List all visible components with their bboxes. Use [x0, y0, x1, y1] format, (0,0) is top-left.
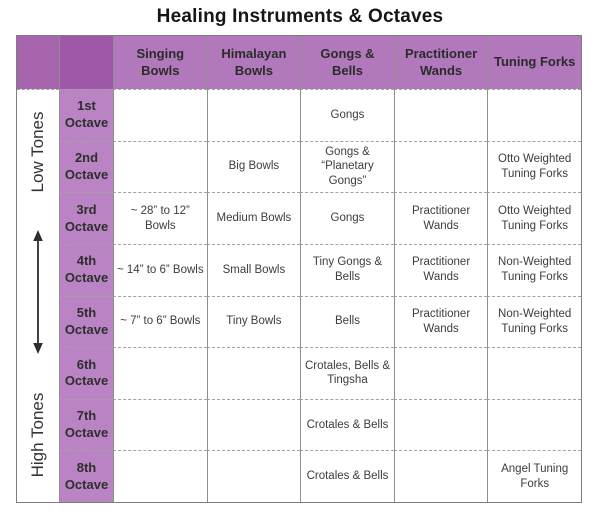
column-header-tuning-forks: Tuning Forks [487, 36, 581, 89]
table-cell: Practitioner Wands [394, 296, 488, 348]
header-octave-corner-cell [59, 36, 113, 89]
table-cell: Crotales, Bells & Tingsha [300, 347, 394, 399]
table-cell: Crotales & Bells [300, 399, 394, 451]
table-cell: Medium Bowls [207, 192, 301, 244]
column-header-singing-bowls: Singing Bowls [113, 36, 207, 89]
table-cell: Tiny Gongs & Bells [300, 244, 394, 296]
table-cell: Otto Weighted Tuning Forks [487, 192, 581, 244]
header-tone-corner-cell [17, 36, 59, 89]
table-cell: Non-Weighted Tuning Forks [487, 296, 581, 348]
table-cell [487, 89, 581, 141]
table-cell [487, 347, 581, 399]
table-cell: Non-Weighted Tuning Forks [487, 244, 581, 296]
table-cell: Gongs & “Planetary Gongs” [300, 141, 394, 193]
row-header-octave-8: 8th Octave [59, 450, 113, 502]
table-cell: Practitioner Wands [394, 192, 488, 244]
table-cell: Angel Tuning Forks [487, 450, 581, 502]
vertical-double-arrow-icon [30, 230, 46, 354]
table-cell: Practitioner Wands [394, 244, 488, 296]
row-header-octave-1: 1st Octave [59, 89, 113, 141]
low-tones-label: Low Tones [28, 111, 47, 193]
row-header-octave-5: 5th Octave [59, 296, 113, 348]
octave-instrument-table [16, 35, 582, 503]
table-cell [207, 347, 301, 399]
table-cell [113, 399, 207, 451]
table-cell: Gongs [300, 192, 394, 244]
table-cell: Tiny Bowls [207, 296, 301, 348]
table-cell [207, 89, 301, 141]
table-cell [207, 450, 301, 502]
column-header-practitioner-wands: Practitioner Wands [394, 36, 488, 89]
table-cell [394, 399, 488, 451]
row-header-octave-6: 6th Octave [59, 347, 113, 399]
table-cell [394, 141, 488, 193]
row-header-octave-7: 7th Octave [59, 399, 113, 451]
table-cell [113, 89, 207, 141]
table-cell: ~ 28” to 12” Bowls [113, 192, 207, 244]
row-header-octave-3: 3rd Octave [59, 192, 113, 244]
table-cell [394, 89, 488, 141]
page-title: Healing Instruments & Octaves [156, 6, 444, 27]
table-cell [113, 450, 207, 502]
column-header-gongs-bells: Gongs & Bells [300, 36, 394, 89]
table-cell [113, 141, 207, 193]
table-cell [394, 347, 488, 399]
table-cell [487, 399, 581, 451]
table-cell: Gongs [300, 89, 394, 141]
table-cell: ~ 14” to 6” Bowls [113, 244, 207, 296]
table-cell: ~ 7” to 6” Bowls [113, 296, 207, 348]
table-cell [207, 399, 301, 451]
table-cell: Crotales & Bells [300, 450, 394, 502]
tone-axis [17, 89, 59, 502]
row-header-octave-2: 2nd Octave [59, 141, 113, 193]
table-cell [113, 347, 207, 399]
table-cell [394, 450, 488, 502]
row-header-octave-4: 4th Octave [59, 244, 113, 296]
column-header-himalayan-bowls: Himalayan Bowls [207, 36, 301, 89]
table-cell: Otto Weighted Tuning Forks [487, 141, 581, 193]
table-cell: Bells [300, 296, 394, 348]
high-tones-label: High Tones [28, 392, 47, 478]
table-cell: Big Bowls [207, 141, 301, 193]
table-cell: Small Bowls [207, 244, 301, 296]
